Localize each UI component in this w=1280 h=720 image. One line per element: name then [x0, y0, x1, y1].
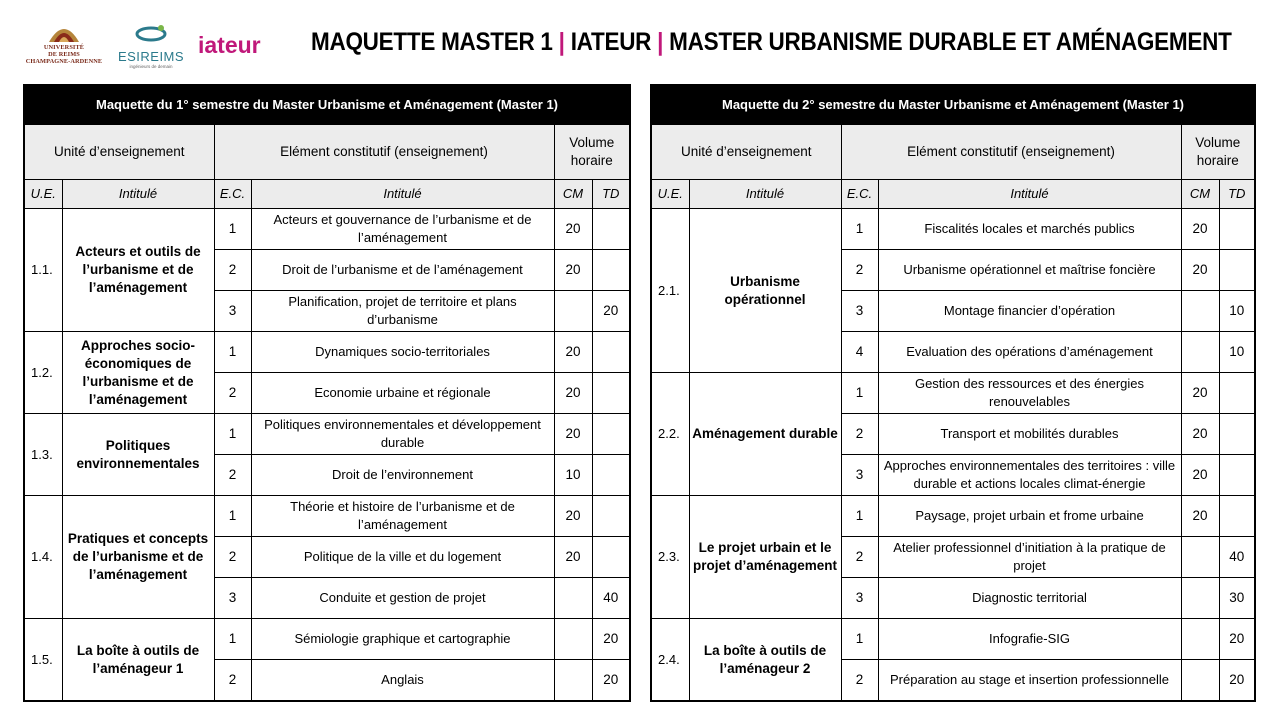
- ec-title: Droit de l’urbanisme et de l’aménagement: [251, 250, 554, 291]
- table-row: [651, 373, 1255, 414]
- volume-header: Volume horaire: [1181, 125, 1255, 180]
- cm-hours: 20: [1181, 250, 1219, 291]
- semester-title: Maquette du 2° semestre du Master Urbanisme et Aménagement (Master 1): [651, 85, 1255, 125]
- col-td-header: TD: [1219, 180, 1255, 209]
- ec-number: 2: [841, 660, 878, 702]
- university-crest-icon: [47, 20, 81, 44]
- cm-hours: [1181, 291, 1219, 332]
- ue-name: La boîte à outils de l’aménageur 2: [689, 619, 841, 702]
- esireims-swoosh-icon: [131, 22, 171, 42]
- ue-code: 1.3.: [24, 414, 62, 496]
- td-hours: 10: [1219, 291, 1255, 332]
- ec-number: 2: [841, 537, 878, 578]
- semester-1-table: [23, 84, 631, 702]
- ec-title: Gestion des ressources et des énergies renouvelables: [878, 373, 1181, 414]
- esireims-logo-sub: ingénieurs de demain: [129, 64, 173, 69]
- ec-number: 4: [841, 332, 878, 373]
- td-hours: [592, 332, 630, 373]
- table-row: [651, 619, 1255, 660]
- ec-number: 2: [841, 414, 878, 455]
- ec-title: Diagnostic territorial: [878, 578, 1181, 619]
- td-hours: 20: [1219, 660, 1255, 702]
- td-hours: [592, 537, 630, 578]
- university-logo-line1: UNIVERSITÉ: [43, 44, 85, 51]
- ec-number: 3: [841, 291, 878, 332]
- ec-title: Transport et mobilités durables: [878, 414, 1181, 455]
- ec-title: Fiscalités locales et marchés publics: [878, 209, 1181, 250]
- ec-header: Elément constitutif (enseignement): [841, 125, 1181, 180]
- esireims-logo: [116, 22, 186, 72]
- col-ue-header: U.E.: [651, 180, 689, 209]
- td-hours: 40: [592, 578, 630, 619]
- header-row: [651, 125, 1255, 180]
- semester-2-table: [650, 84, 1256, 702]
- ec-number: 1: [841, 209, 878, 250]
- table-row: [651, 209, 1255, 250]
- table-row: [24, 414, 630, 455]
- table-row: [24, 619, 630, 660]
- ec-number: 3: [214, 291, 251, 332]
- ec-title: Anglais: [251, 660, 554, 702]
- col-ec-header: E.C.: [214, 180, 251, 209]
- title-part-2: IATEUR: [570, 28, 652, 56]
- ue-name: Le projet urbain et le projet d’aménagement: [689, 496, 841, 619]
- ec-title: Sémiologie graphique et cartographie: [251, 619, 554, 660]
- ue-code: 1.2.: [24, 332, 62, 414]
- cm-hours: 20: [1181, 373, 1219, 414]
- td-hours: [592, 209, 630, 250]
- td-hours: [1219, 455, 1255, 496]
- ec-title: Urbanisme opérationnel et maîtrise foncière: [878, 250, 1181, 291]
- cm-hours: 20: [554, 537, 592, 578]
- ec-title: Dynamiques socio-territoriales: [251, 332, 554, 373]
- cm-hours: 20: [554, 414, 592, 455]
- cm-hours: [554, 578, 592, 619]
- ec-number: 1: [214, 414, 251, 455]
- ec-number: 2: [214, 250, 251, 291]
- cm-hours: [1181, 578, 1219, 619]
- td-hours: [1219, 250, 1255, 291]
- td-hours: 40: [1219, 537, 1255, 578]
- cm-hours: [554, 619, 592, 660]
- td-hours: 20: [592, 291, 630, 332]
- col-ue-title-header: Intitulé: [62, 180, 214, 209]
- ec-title: Montage financier d’opération: [878, 291, 1181, 332]
- td-hours: 10: [1219, 332, 1255, 373]
- cm-hours: 20: [1181, 455, 1219, 496]
- td-hours: [592, 455, 630, 496]
- cm-hours: [554, 660, 592, 702]
- university-logo: [24, 20, 104, 72]
- ec-title: Economie urbaine et régionale: [251, 373, 554, 414]
- cm-hours: 20: [554, 373, 592, 414]
- col-ec-title-header: Intitulé: [251, 180, 554, 209]
- td-hours: [1219, 414, 1255, 455]
- semester-title-row: [651, 85, 1255, 125]
- semester-title: Maquette du 1° semestre du Master Urbanisme et Aménagement (Master 1): [24, 85, 630, 125]
- ue-name: Urbanisme opérationnel: [689, 209, 841, 373]
- col-ec-header: E.C.: [841, 180, 878, 209]
- cm-hours: 10: [554, 455, 592, 496]
- cm-hours: 20: [554, 250, 592, 291]
- ue-code: 1.1.: [24, 209, 62, 332]
- td-hours: [1219, 496, 1255, 537]
- ec-title: Atelier professionnel d’initiation à la pratique de projet: [878, 537, 1181, 578]
- ec-number: 1: [214, 619, 251, 660]
- university-logo-line3: CHAMPAGNE-ARDENNE: [25, 58, 103, 65]
- cm-hours: 20: [554, 209, 592, 250]
- cm-hours: 20: [1181, 209, 1219, 250]
- cm-hours: 20: [1181, 414, 1219, 455]
- ue-name: Aménagement durable: [689, 373, 841, 496]
- col-ue-header: U.E.: [24, 180, 62, 209]
- ue-name: La boîte à outils de l’aménageur 1: [62, 619, 214, 702]
- td-hours: [592, 496, 630, 537]
- cm-hours: [1181, 537, 1219, 578]
- cm-hours: 20: [554, 332, 592, 373]
- subheader-row: [651, 180, 1255, 209]
- td-hours: 20: [592, 619, 630, 660]
- table-row: [24, 496, 630, 537]
- ec-number: 3: [841, 455, 878, 496]
- ue-code: 2.2.: [651, 373, 689, 496]
- col-cm-header: CM: [554, 180, 592, 209]
- ec-number: 1: [214, 332, 251, 373]
- td-hours: 30: [1219, 578, 1255, 619]
- ec-title: Droit de l’environnement: [251, 455, 554, 496]
- cm-hours: [554, 291, 592, 332]
- col-td-header: TD: [592, 180, 630, 209]
- ec-title: Politique de la ville et du logement: [251, 537, 554, 578]
- ec-title: Evaluation des opérations d’aménagement: [878, 332, 1181, 373]
- ec-title: Politiques environnementales et développement durable: [251, 414, 554, 455]
- col-ue-title-header: Intitulé: [689, 180, 841, 209]
- ec-title: Paysage, projet urbain et frome urbaine: [878, 496, 1181, 537]
- ue-code: 1.5.: [24, 619, 62, 702]
- ec-title: Conduite et gestion de projet: [251, 578, 554, 619]
- ec-number: 2: [841, 250, 878, 291]
- esireims-logo-name: ESIREIMS: [117, 49, 185, 64]
- ue-code: 2.1.: [651, 209, 689, 373]
- td-hours: [1219, 209, 1255, 250]
- cm-hours: [1181, 660, 1219, 702]
- ue-code: 2.3.: [651, 496, 689, 619]
- ec-number: 1: [214, 209, 251, 250]
- header-row: [24, 125, 630, 180]
- table-row: [24, 209, 630, 250]
- td-hours: [592, 373, 630, 414]
- ec-title: Planification, projet de territoire et plans d’urbanisme: [251, 291, 554, 332]
- ec-header: Elément constitutif (enseignement): [214, 125, 554, 180]
- ec-number: 1: [841, 619, 878, 660]
- cm-hours: [1181, 332, 1219, 373]
- td-hours: 20: [592, 660, 630, 702]
- td-hours: [592, 414, 630, 455]
- ec-number: 3: [841, 578, 878, 619]
- ec-number: 2: [214, 373, 251, 414]
- ue-name: Politiques environnementales: [62, 414, 214, 496]
- ec-title: Infografie-SIG: [878, 619, 1181, 660]
- volume-header: Volume horaire: [554, 125, 630, 180]
- col-ec-title-header: Intitulé: [878, 180, 1181, 209]
- ue-name: Approches socio-économiques de l’urbanisme et de l’aménagement: [62, 332, 214, 414]
- title-separator-1: |: [558, 28, 565, 56]
- ec-number: 3: [214, 578, 251, 619]
- title-part-1: MAQUETTE MASTER 1: [311, 28, 553, 56]
- ec-number: 1: [214, 496, 251, 537]
- ec-title: Acteurs et gouvernance de l’urbanisme et de l’aménagement: [251, 209, 554, 250]
- ec-number: 2: [214, 660, 251, 702]
- title-part-3: MASTER URBANISME DURABLE ET AMÉNAGEMENT: [669, 28, 1232, 56]
- semester-title-row: [24, 85, 630, 125]
- university-logo-line2: DE REIMS: [48, 51, 80, 58]
- td-hours: [1219, 373, 1255, 414]
- ue-code: 2.4.: [651, 619, 689, 702]
- ec-title: Préparation au stage et insertion professionnelle: [878, 660, 1181, 702]
- ue-name: Pratiques et concepts de l’urbanisme et de l’aménagement: [62, 496, 214, 619]
- ue-name: Acteurs et outils de l’urbanisme et de l’aménagement: [62, 209, 214, 332]
- table-row: [24, 332, 630, 373]
- ue-header: Unité d’enseignement: [651, 125, 841, 180]
- ec-number: 1: [841, 373, 878, 414]
- cm-hours: 20: [1181, 496, 1219, 537]
- cm-hours: [1181, 619, 1219, 660]
- iateur-logo: iateur: [198, 32, 261, 58]
- ue-header: Unité d’enseignement: [24, 125, 214, 180]
- ec-number: 2: [214, 537, 251, 578]
- page-title: [311, 28, 1232, 57]
- ec-number: 1: [841, 496, 878, 537]
- td-hours: [592, 250, 630, 291]
- ec-title: Approches environnementales des territoires : ville durable et actions locales climat-énergie: [878, 455, 1181, 496]
- ec-number: 2: [214, 455, 251, 496]
- subheader-row: [24, 180, 630, 209]
- col-cm-header: CM: [1181, 180, 1219, 209]
- td-hours: 20: [1219, 619, 1255, 660]
- table-row: [651, 496, 1255, 537]
- ue-code: 1.4.: [24, 496, 62, 619]
- ec-title: Théorie et histoire de l’urbanisme et de l’aménagement: [251, 496, 554, 537]
- cm-hours: 20: [554, 496, 592, 537]
- title-separator-2: |: [657, 28, 664, 56]
